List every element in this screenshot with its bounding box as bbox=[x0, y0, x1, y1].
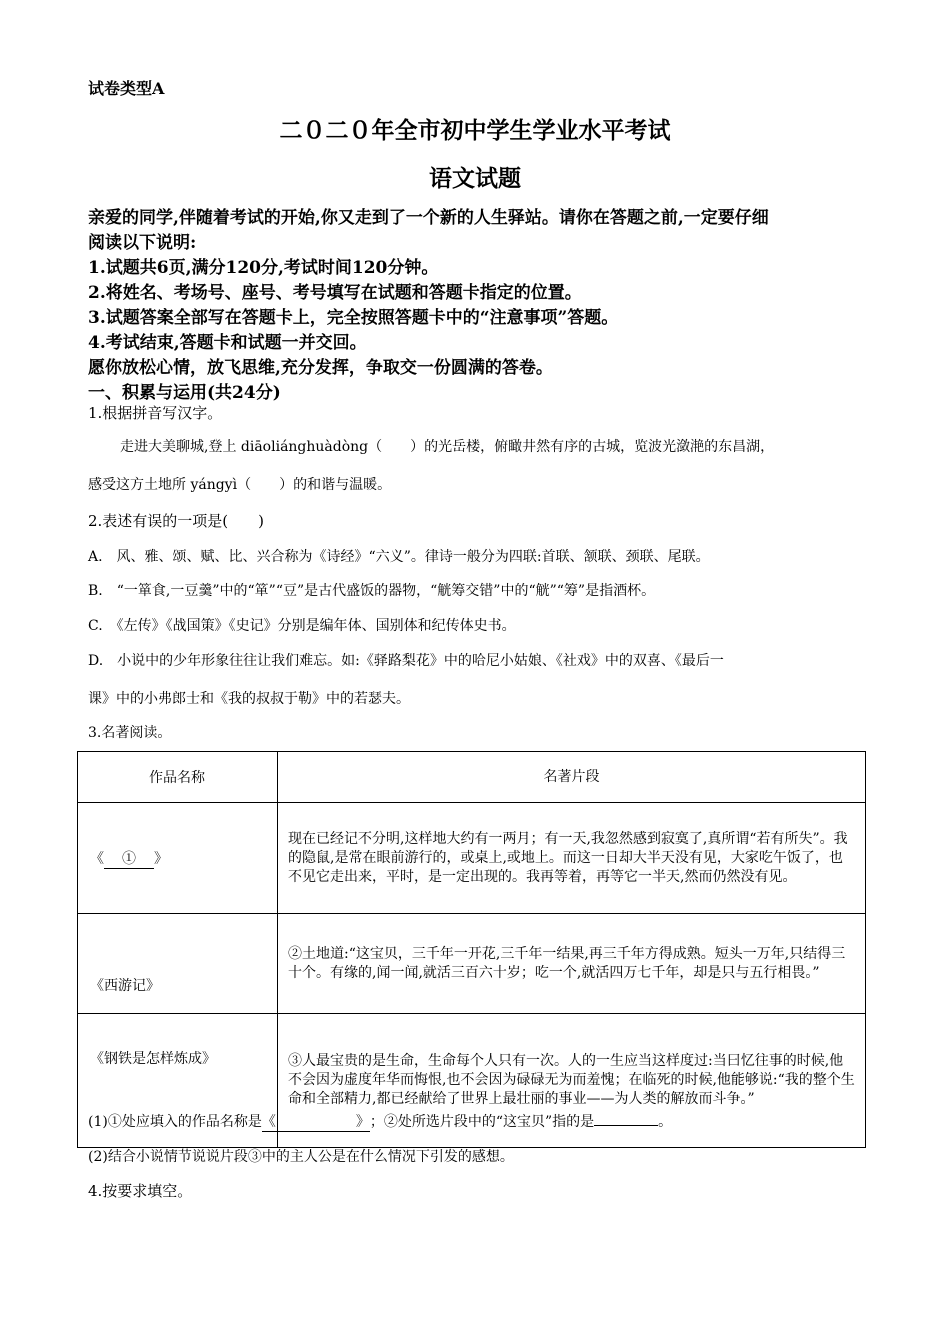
rule-3: 3.试题答案全部写在答题卡上，完全按照答题卡中的“注意事项”答题。 bbox=[88, 308, 619, 328]
table-row bbox=[78, 914, 866, 1014]
subject-title: 语文试题 bbox=[429, 165, 521, 192]
work-name-blank: ① bbox=[104, 848, 154, 869]
excerpt-cell: ③人最宝贵的是生命，生命每个人只有一次。人的一生应当这样度过:当曰忆往事的时候,他不会因为虚度年华而悔恨,也不会因为碌碌无为而羞愧；在临死的时候,他能够说:“我的整个生命和全部精力,都已经献给了世界上最壮丽的事业——为人类的解放而斗争。” bbox=[278, 1014, 866, 1148]
rule-1: 1.试题共6页,满分120分,考试时间120分钟。 bbox=[88, 258, 439, 278]
exam-type-label: 试卷类型A bbox=[88, 79, 165, 98]
q3-sub-1-part-a: (1)①处应填入的作品名称是 bbox=[88, 1114, 262, 1130]
q1-line-1: 走进大美聊城,登上 diāoliánghuàdòng（ ）的光岳楼，俯瞰井然有序的古城，览波光潋滟的东昌湖， bbox=[120, 439, 775, 455]
classics-reading-table bbox=[77, 751, 866, 1148]
q2-option-a: A. 风、雅、颂、赋、比、兴合称为《诗经》“六义”。律诗一般分为四联:首联、颔联、颈联、尾联。 bbox=[88, 549, 710, 565]
col-header-excerpt: 名著片段 bbox=[278, 752, 866, 803]
q3-answer-blank-1: 《 》 bbox=[262, 1111, 370, 1132]
rule-4: 4.考试结束,答题卡和试题一并交回。 bbox=[88, 333, 367, 353]
q2-prompt: 2.表述有误的一项是( ) bbox=[88, 512, 265, 530]
q3-sub-1-part-b: ；②处所选片段中的“这宝贝”指的是 bbox=[369, 1114, 595, 1130]
q3-sub-1 bbox=[88, 1111, 672, 1132]
work-name-cell bbox=[78, 803, 278, 914]
work-name-cell: 《西游记》 bbox=[78, 914, 278, 1014]
q3-prompt: 3.名著阅读。 bbox=[88, 725, 172, 741]
col-header-work-name: 作品名称 bbox=[78, 752, 278, 803]
q2-option-d-line-1: D. 小说中的少年形象往往让我们难忘。如:《驿路梨花》中的哈尼小姑娘、《社戏》中的双喜、《最后一 bbox=[88, 653, 724, 669]
excerpt-cell: ②土地道:“这宝贝，三千年一开花,三千年一结果,再三千年方得成熟。短头一万年,只结得三十个。有缘的,闻一闻,就活三百六十岁；吃一个,就活四万七千年，却是只与五行相畏。” bbox=[278, 914, 866, 1014]
work-name-cell: 《钢铁是怎样炼成》 bbox=[78, 1014, 278, 1148]
q2-option-b: B. “一箪食,一豆羹”中的“箪”“豆”是古代盛饭的器物，“觥筹交错”中的“觥”“筹”是指酒杯。 bbox=[88, 583, 656, 599]
q3-sub-1-end: 。 bbox=[658, 1114, 673, 1130]
q2-option-c: C. 《左传》《战国策》《史记》分别是编年体、国别体和纪传体史书。 bbox=[88, 618, 516, 634]
table-header-row bbox=[78, 752, 866, 803]
table-row bbox=[78, 803, 866, 914]
q3-sub-2: (2)结合小说情节说说片段③中的主人公是在什么情况下引发的感想。 bbox=[88, 1149, 514, 1165]
q1-prompt: 1.根据拼音写汉字。 bbox=[88, 404, 223, 422]
work-name-suffix: 》 bbox=[154, 850, 168, 867]
exam-title: 二０二０年全市初中学生学业水平考试 bbox=[279, 117, 671, 144]
q4-prompt: 4.按要求填空。 bbox=[88, 1182, 193, 1200]
intro-closing: 愿你放松心情，放飞思维,充分发挥，争取交一份圆满的答卷。 bbox=[88, 358, 553, 378]
intro-line-1: 亲爱的同学,伴随着考试的开始,你又走到了一个新的人生驿站。请你在答题之前,一定要仔细 bbox=[88, 208, 769, 228]
intro-line-2: 阅读以下说明: bbox=[88, 233, 197, 253]
excerpt-cell: 现在已经记不分明,这样地大约有一两月；有一天,我忽然感到寂寞了,真所谓“若有所失”。我的隐鼠,是常在眼前游行的，或桌上,或地上。而这一日却大半天没有见，大家吃午饭了，也不见它走出来，平时，是一定出现的。我再等着，再等它一半天,然而仍然没有见。 bbox=[278, 803, 866, 914]
rule-2: 2.将姓名、考场号、座号、考号填写在试题和答题卡指定的位置。 bbox=[88, 283, 582, 303]
section-1-heading: 一、积累与运用(共24分) bbox=[88, 383, 281, 403]
q2-option-d-line-2: 课》中的小弗郎士和《我的叔叔于勒》中的若瑟夫。 bbox=[88, 691, 410, 707]
work-name-prefix: 《 bbox=[90, 850, 104, 867]
q1-line-2: 感受这方土地所 yángyì（ ）的和谐与温暖。 bbox=[88, 477, 392, 493]
q3-answer-blank-2 bbox=[594, 1111, 658, 1126]
